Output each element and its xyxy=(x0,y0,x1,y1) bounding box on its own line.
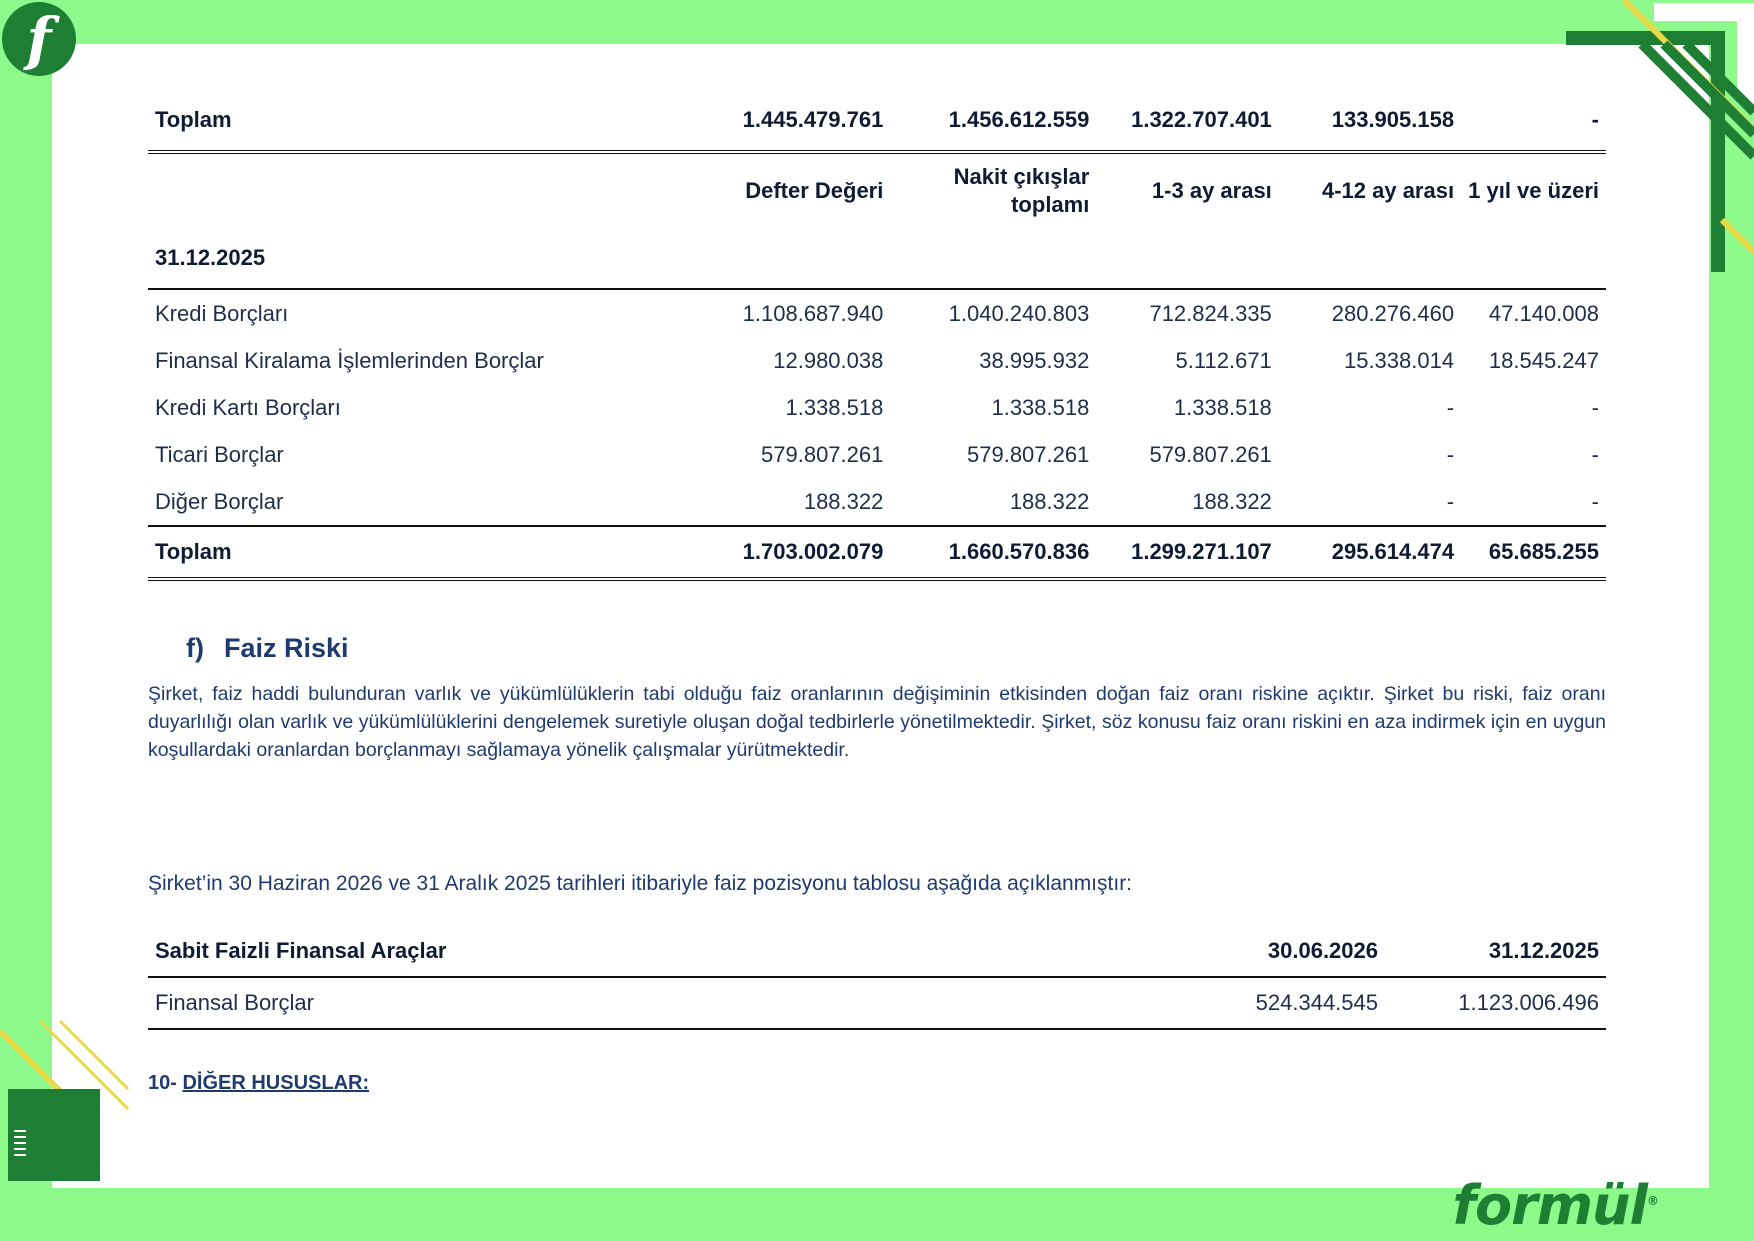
section-paragraph: Şirket, faiz haddi bulunduran varlık ve yükümlülüklerin tabi olduğu faiz oranlarının değişiminin etkisinden doğan faiz oranı riskine açıktır. Şirket bu riski, faiz oranı duyarlılığı olan varlık ve yükümlülüklerini dengelemek suretiyle oluşan doğal tedbirlerle yönetilmektedir. Şirket, söz konusu faiz oranı riskini en aza indirmek için en uygun koşullardaki oranlardan borçlanmayı sağlamaya yönelik çalışmalar yürütmektedir. xyxy=(148,683,1606,761)
col-header-over-1-year: 1 yıl ve üzeri xyxy=(1468,178,1599,203)
header-label: Sabit Faizli Finansal Araçlar xyxy=(148,926,1176,977)
table-header-row xyxy=(148,926,1606,977)
cell-value: 1.108.687.940 xyxy=(742,300,884,326)
column-header-row xyxy=(148,152,1606,228)
prev-total-value: 1.456.612.559 xyxy=(948,107,1090,132)
total-value: 65.685.255 xyxy=(1461,526,1606,579)
row-label: Kredi Kartı Borçları xyxy=(155,394,341,420)
cell-value: 188.322 xyxy=(1192,488,1272,514)
prev-total-label: Toplam xyxy=(155,107,232,132)
brand-registered-mark: ® xyxy=(1647,1194,1658,1208)
cell-value: - xyxy=(1446,394,1455,420)
header-date: 31.12.2025 xyxy=(1385,926,1606,977)
cell-value: 12.980.038 xyxy=(773,347,884,373)
section-number: 10- xyxy=(148,1072,177,1094)
cell-value: 579.807.261 xyxy=(967,441,1090,467)
company-logo: f xyxy=(2,2,76,76)
row-label: Kredi Borçları xyxy=(155,300,289,326)
table-intro-text: Şirket’in 30 Haziran 2026 ve 31 Aralık 2025 tarihleri itibariyle faiz pozisyonu tablosu aşağıda açıklanmıştır: xyxy=(148,872,1133,895)
cell-value: 712.824.335 xyxy=(1149,300,1272,326)
cell-value: 188.322 xyxy=(1009,488,1090,514)
liquidity-table xyxy=(148,90,1606,581)
cell-value: 1.338.518 xyxy=(785,394,884,420)
header-date: 30.06.2026 xyxy=(1176,926,1385,977)
table-row xyxy=(148,337,1606,384)
cell-value: 38.995.932 xyxy=(979,347,1090,373)
cell-value: 47.140.008 xyxy=(1488,300,1599,326)
table-row xyxy=(148,289,1606,337)
next-section-title: DİĞER HUSUSLAR: xyxy=(182,1072,370,1094)
next-section-heading xyxy=(148,1072,1606,1095)
prev-total-value: 1.445.479.761 xyxy=(742,107,884,132)
cell-value: 1.123.006.496 xyxy=(1385,977,1606,1029)
prev-total-value: - xyxy=(1591,107,1599,132)
corner-decoration-bottom-left xyxy=(0,991,140,1181)
cell-value: - xyxy=(1446,488,1455,514)
table-row xyxy=(148,977,1606,1029)
total-value: 1.299.271.107 xyxy=(1096,526,1278,579)
row-label: Ticari Borçlar xyxy=(155,441,284,467)
cell-value: 18.545.247 xyxy=(1488,347,1599,373)
cell-value: 1.338.518 xyxy=(991,394,1090,420)
brand-name: formül xyxy=(1452,1174,1647,1237)
cell-value: 524.344.545 xyxy=(1176,977,1385,1029)
cell-value: 15.338.014 xyxy=(1343,347,1455,373)
cell-value: 579.807.261 xyxy=(761,441,884,467)
section-letter: f) xyxy=(186,633,204,663)
interest-position-table xyxy=(148,926,1606,1030)
total-value: 1.703.002.079 xyxy=(680,526,890,579)
col-header-cash-outflows: Nakit çıkışlar toplamı xyxy=(953,164,1090,217)
date-row xyxy=(148,228,1606,289)
cell-value: 1.040.240.803 xyxy=(948,300,1090,326)
total-label: Toplam xyxy=(148,526,680,579)
table-date: 31.12.2025 xyxy=(148,228,680,289)
total-row xyxy=(148,526,1606,579)
cell-value: 579.807.261 xyxy=(1149,441,1272,467)
prev-total-value: 133.905.158 xyxy=(1331,107,1455,132)
brand-logo xyxy=(1453,1174,1658,1237)
cell-value: 1.338.518 xyxy=(1173,394,1272,420)
row-label: Diğer Borçlar xyxy=(155,488,284,514)
row-label: Finansal Borçlar xyxy=(148,977,1176,1029)
cell-value: 5.112.671 xyxy=(1175,347,1272,373)
col-header-book-value: Defter Değeri xyxy=(745,178,884,203)
row-label: Finansal Kiralama İşlemlerinden Borçlar xyxy=(155,347,544,373)
total-value: 295.614.474 xyxy=(1279,526,1461,579)
cell-value: - xyxy=(1591,488,1599,514)
total-value: 1.660.570.836 xyxy=(890,526,1096,579)
prev-total-value: 1.322.707.401 xyxy=(1131,107,1272,132)
table-row xyxy=(148,384,1606,431)
cell-value: 188.322 xyxy=(803,488,884,514)
col-header-4-12-months: 4-12 ay arası xyxy=(1321,178,1455,203)
table-row xyxy=(148,478,1606,526)
cell-value: 280.276.460 xyxy=(1331,300,1455,326)
table-row xyxy=(148,431,1606,478)
cell-value: - xyxy=(1591,441,1599,467)
section-heading xyxy=(186,633,1606,664)
cell-value: - xyxy=(1591,394,1599,420)
section-title: Faiz Riski xyxy=(223,633,349,663)
col-header-1-3-months: 1-3 ay arası xyxy=(1151,178,1272,203)
prev-total-row xyxy=(148,90,1606,152)
cell-value: - xyxy=(1446,441,1455,467)
document-content xyxy=(148,90,1606,1095)
